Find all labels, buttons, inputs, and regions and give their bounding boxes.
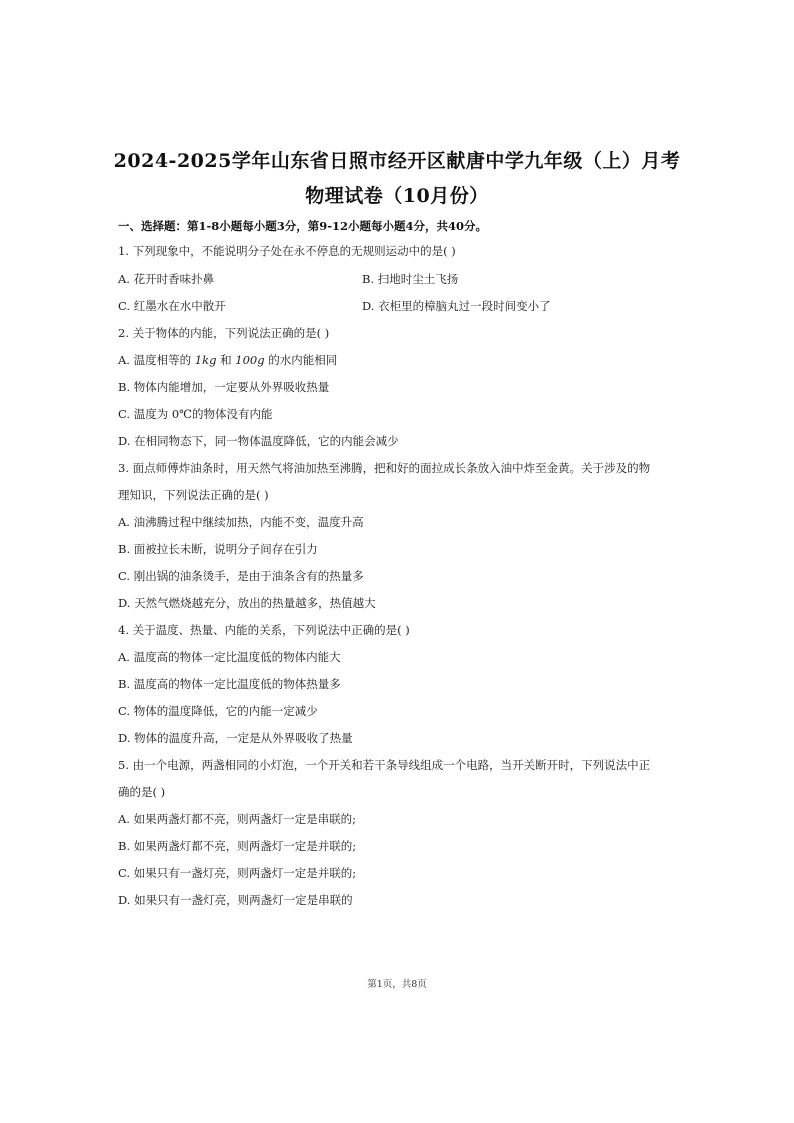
question-3-option-a: A. 油沸腾过程中继续加热，内能不变，温度升高 — [118, 515, 364, 529]
math-100g: 100g — [235, 353, 265, 367]
question-4-option-a: A. 温度高的物体一定比温度低的物体内能大 — [118, 650, 341, 664]
question-4-option-d: D. 物体的温度升高，一定是从外界吸收了热量 — [118, 731, 353, 745]
question-1-option-d: D. 衣柜里的樟脑丸过一段时间变小了 — [362, 299, 551, 313]
page-footer: 第1页，共8页 — [367, 979, 427, 990]
exam-title-line2: 物理试卷（10月份） — [305, 185, 489, 207]
question-3-stem-line2: 理知识，下列说法正确的是( ) — [118, 488, 269, 502]
question-5-option-a: A. 如果两盏灯都不亮，则两盏灯一定是串联的; — [118, 812, 356, 826]
question-5-stem-line2: 确的是( ) — [118, 785, 166, 799]
question-5-option-b: B. 如果两盏灯都不亮，则两盏灯一定是并联的; — [118, 839, 357, 853]
math-1kg: 1kg — [194, 353, 217, 367]
question-4-option-c: C. 物体的温度降低，它的内能一定减少 — [118, 704, 318, 718]
question-3-stem-line1: 3. 面点师傅炸油条时，用天然气将油加热至沸腾，把和好的面拉成长条放入油中炸至金黄。关于涉及的物 — [118, 461, 651, 475]
question-4-option-b: B. 温度高的物体一定比温度低的物体热量多 — [118, 677, 341, 691]
question-5-option-d: D. 如果只有一盏灯亮，则两盏灯一定是串联的 — [118, 893, 353, 907]
question-1-option-a: A. 花开时香味扑鼻 — [118, 272, 215, 286]
section-heading: 一、选择题：第1-8小题每小题3分，第9-12小题每小题4分，共40分。 — [118, 219, 488, 233]
option-a-text-mid: 和 — [216, 353, 236, 367]
question-1-option-c: C. 红墨水在水中散开 — [118, 299, 226, 313]
option-a-text-pre: A. 温度相等的 — [118, 353, 195, 367]
question-3-option-c: C. 刚出锅的油条烫手，是由于油条含有的热量多 — [118, 569, 364, 583]
question-5-option-c: C. 如果只有一盏灯亮，则两盏灯一定是并联的; — [118, 866, 357, 880]
question-1-stem: 1. 下列现象中，不能说明分子处在永不停息的无规则运动中的是( ) — [118, 244, 456, 258]
question-2-option-a — [118, 352, 337, 368]
question-1-option-b: B. 扫地时尘土飞扬 — [362, 272, 459, 286]
question-2-stem: 2. 关于物体的内能，下列说法正确的是( ) — [118, 326, 330, 340]
question-2-option-c: C. 温度为 0℃的物体没有内能 — [118, 407, 273, 421]
question-2-option-b: B. 物体内能增加，一定要从外界吸收热量 — [118, 380, 330, 394]
exam-title-line1: 2024-2025学年山东省日照市经开区献唐中学九年级（上）月考 — [113, 150, 681, 172]
question-3-option-b: B. 面被拉长未断，说明分子间存在引力 — [118, 542, 318, 556]
question-3-option-d: D. 天然气燃烧越充分，放出的热量越多，热值越大 — [118, 596, 376, 610]
question-4-stem: 4. 关于温度、热量、内能的关系，下列说法中正确的是( ) — [118, 623, 410, 637]
option-a-text-post: 的水内能相同 — [264, 353, 338, 367]
question-5-stem-line1: 5. 由一个电源，两盏相同的小灯泡，一个开关和若干条导线组成一个电路，当开关断开时，下列说法中正 — [118, 758, 651, 772]
question-2-option-d: D. 在相同物态下，同一物体温度降低，它的内能会减少 — [118, 434, 399, 448]
